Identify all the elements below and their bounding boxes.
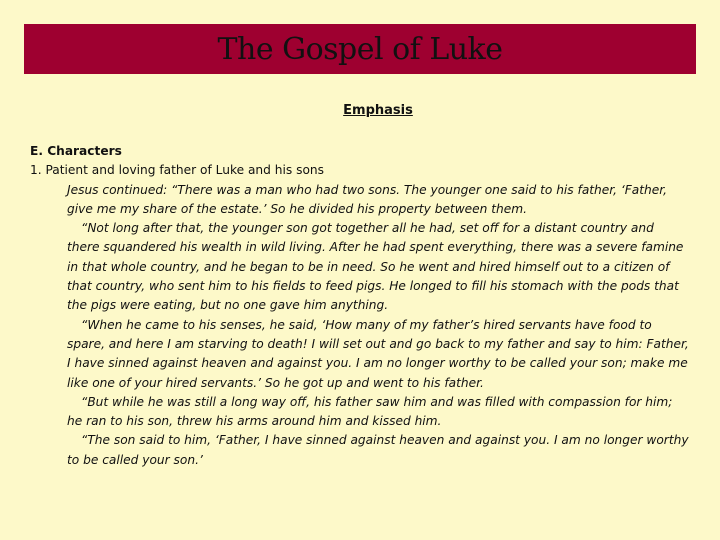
section-heading: E. Characters (30, 144, 122, 158)
quote-paragraph-2: “Not long after that, the younger son got together all he had, set off for a distant country and there squandered his wealth in wild living. After he had spent everything, there was a severe famine in that whole country, and he began to be in need. So he went and hired himself out to a citizen of that country, who sent him to his fields to feed pigs. He longed to fill his stomach with the pods that the pigs were eating, but no one gave him anything. (67, 221, 684, 313)
point-heading: 1. Patient and loving father of Luke and his sons (30, 163, 324, 178)
quote-paragraph-3: “When he came to his senses, he said, ‘How many of my father’s hired servants have food to spare, and here I am starving to death! I will set out and go back to my father and say to him: Father, I have sinned against heaven and against you. I am no longer worthy to be called your son; make me like one of your hired servants.’ So he got up and went to his father. (67, 317, 689, 390)
slide-subtitle: Emphasis (343, 103, 413, 118)
quote-paragraph-5: “The son said to him, ‘Father, I have sinned against heaven and against you. I am no longer worthy to be called your son.’ (67, 433, 689, 467)
quote-paragraph-1: Jesus continued: “There was a man who had two sons. The younger one said to his father, ‘Father, give me my share of the estate.’ So he divided his property between them. (67, 182, 668, 216)
slide-content (30, 142, 690, 470)
slide-title: The Gospel of Luke (217, 31, 503, 67)
scripture-quote (67, 181, 690, 470)
quote-paragraph-4: “But while he was still a long way off, his father saw him and was filled with compassion for him; he ran to his son, threw his arms around him and kissed him. (67, 394, 673, 429)
title-bar (24, 24, 696, 74)
